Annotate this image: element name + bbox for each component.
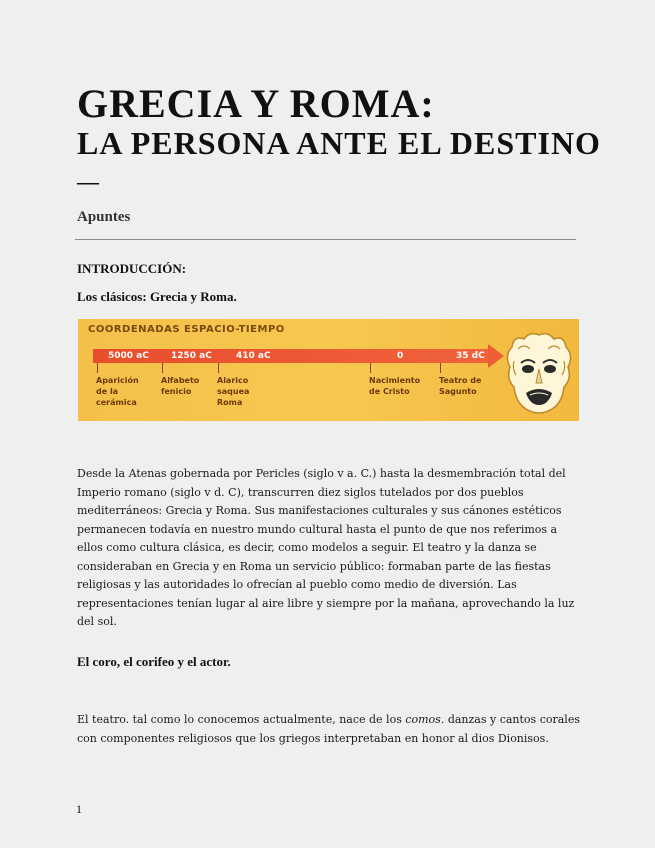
theatre-mask-icon	[504, 329, 574, 415]
page-number: 1	[76, 802, 82, 816]
timeline-tick	[218, 363, 219, 373]
section-heading-coro: El coro, el corifeo y el actor.	[77, 654, 231, 669]
timeline-label: Nacimiento de Cristo	[369, 376, 421, 396]
italic-term: comos	[405, 713, 441, 726]
horizontal-divider	[75, 239, 576, 240]
timeline-date: 5000 aC	[108, 351, 149, 361]
timeline-label: Alarico saquea Roma	[217, 376, 250, 407]
page-title: GRECIA Y ROMA:	[77, 81, 435, 126]
section-heading-introduccion: INTRODUCCIÓN:	[77, 261, 187, 276]
timeline-date: 410 aC	[236, 351, 271, 361]
paragraph-text: . danzas y cantos corales con componentes religiosos que los griegos interpretaban en honor al dios Dionisos.	[77, 713, 580, 745]
timeline-arrow	[488, 344, 504, 368]
timeline-label: Teatro de Sagunto	[439, 376, 482, 396]
timeline-tick	[370, 363, 371, 373]
paragraph-text: El teatro. tal como lo conocemos actualmente, nace de los	[77, 713, 406, 726]
section-heading-clasicos: Los clásicos: Grecia y Roma.	[77, 289, 237, 304]
page-title-subline: LA PERSONA ANTE EL DESTINO	[77, 125, 601, 161]
paragraph-teatro	[77, 711, 580, 748]
timeline-label: Aparición de la cerámica	[96, 376, 139, 407]
timeline-tick	[440, 363, 441, 373]
timeline-image	[78, 319, 579, 421]
title-dash: —	[77, 169, 99, 194]
timeline-date: 35 dC	[456, 351, 485, 361]
document-subtitle: Apuntes	[77, 209, 131, 225]
timeline-bar	[93, 349, 488, 363]
timeline-tick	[162, 363, 163, 373]
timeline-label: Alfabeto fenicio	[161, 376, 200, 396]
timeline-tick	[97, 363, 98, 373]
paragraph-intro: Desde la Atenas gobernada por Pericles (siglo v a. C.) hasta la desmembración total del Imperio romano (siglo v d. C), transcurren diez siglos tutelados por dos pueblos mediterráneos: Grecia y Roma. Sus manifestaciones culturales y sus cánones estéticos permanecen todavía en nuestro mundo cultural hasta el punto de que nos referimos a ellos como cultura clásica, es decir, como modelos a seguir. El teatro y la danza se consideraban en Grecia y en Roma un servicio público: formaban parte de las fiestas religiosas y las autoridades lo ofrecían al pueblo como medio de diversión. Las representaciones tenían lugar al aire libre y siempre por la mañana, aprovechando la luz del sol.	[77, 467, 575, 628]
timeline-heading: COORDENADAS ESPACIO-TIEMPO	[88, 324, 285, 335]
timeline-date: 1250 aC	[171, 351, 212, 361]
timeline-date: 0	[397, 351, 404, 361]
